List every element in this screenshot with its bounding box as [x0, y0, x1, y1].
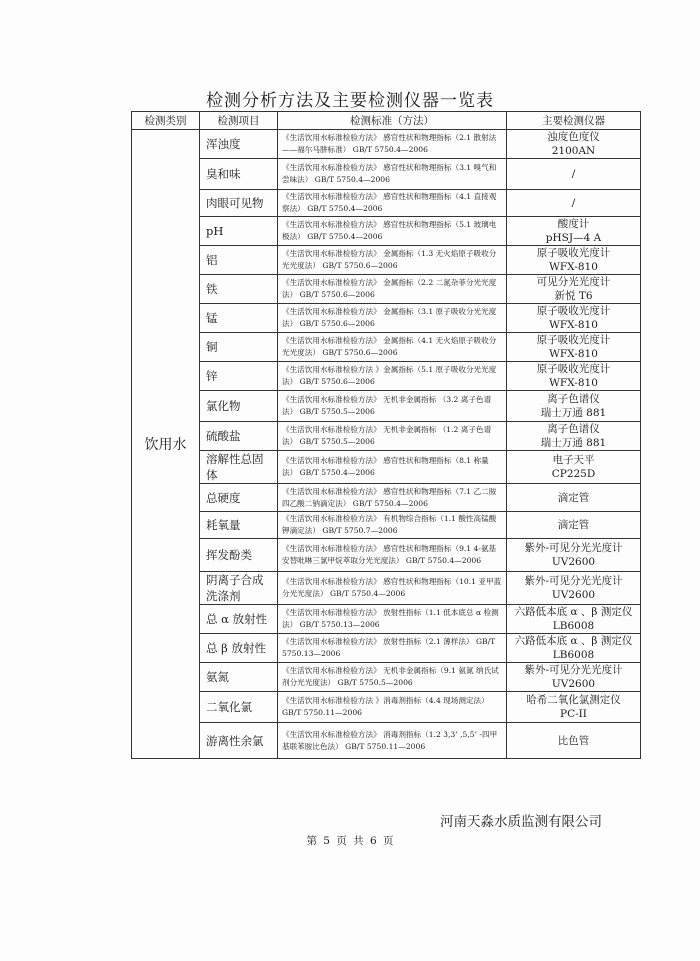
- table-row: [132, 663, 641, 692]
- instrument-cell: 比色管: [507, 723, 641, 759]
- instrument-cell: 原子吸收光度计 WFX-810: [507, 333, 641, 362]
- item-cell: 二氧化氯: [200, 692, 278, 723]
- item-cell: 肉眼可见物: [200, 190, 278, 217]
- item-cell: 总硬度: [200, 484, 278, 512]
- table-row: [132, 391, 641, 422]
- standard-cell: 《生活饮用水标准检验方法》 金属指标（1.3 无火焰原子吸收分光光度法） GB/T 5750.6—2006: [278, 246, 507, 275]
- item-cell: 铁: [200, 275, 278, 304]
- instrument-cell: 六路低本底 α 、β 测定仪 LB6008: [507, 605, 641, 634]
- table-row: [132, 572, 641, 605]
- standard-cell: 《生活饮用水标准检验方法》 无机非金属指标 （1.2 离子色谱法） GB/T 5750.5—2006: [278, 422, 507, 451]
- instrument-cell: 浊度色度仪 2100AN: [507, 130, 641, 159]
- table-row: [132, 484, 641, 512]
- item-cell: 总 α 放射性: [200, 605, 278, 634]
- instrument-cell: 紫外-可见分光光度计 UV2600: [507, 663, 641, 692]
- table-row: [132, 512, 641, 539]
- item-cell: 锌: [200, 362, 278, 391]
- header-item: 检测项目: [200, 112, 278, 130]
- page-footer: 第 5 页 共 6 页: [306, 835, 394, 847]
- table-row: [132, 634, 641, 663]
- item-cell: 铝: [200, 246, 278, 275]
- instrument-cell: 可见分光光度计 新悦 T6: [507, 275, 641, 304]
- table-row: [132, 217, 641, 246]
- instrument-cell: 原子吸收光度计 WFX-810: [507, 304, 641, 333]
- instrument-cell: 酸度计 pHSJ—4 A: [507, 217, 641, 246]
- table-row: [132, 130, 641, 159]
- instrument-cell: 紫外-可见分光光度计 UV2600: [507, 539, 641, 572]
- table-row: [132, 333, 641, 362]
- table-row: [132, 723, 641, 759]
- standard-cell: 《生活饮用水标准检验方法》 感官性状和物理指标（9.1 4-氨基安替吡啉三氯甲烷萃取分光光度法） GB/T 5750.4—2006: [278, 539, 507, 572]
- table-row: [132, 246, 641, 275]
- table-row: [132, 275, 641, 304]
- table-title: 检测分析方法及主要检测仪器一览表: [206, 91, 494, 111]
- item-cell: 硫酸盐: [200, 422, 278, 451]
- item-cell: 溶解性总固体: [200, 451, 278, 484]
- instrument-cell: 紫外-可见分光光度计 UV2600: [507, 572, 641, 605]
- standard-cell: 《生活饮用水标准检验方法》 金属指标（2.2 二氮杂菲分光光度法） GB/T 5750.6—2006: [278, 275, 507, 304]
- standard-cell: 《生活饮用水标准检验方法》 感官性状和物理指标（4.1 直接观察法） GB/T 5750.4—2006: [278, 190, 507, 217]
- standard-cell: 《生活饮用水标准检验方法》 金属指标（4.1 无火焰原子吸收分光光度法） GB/T 5750.6—2006: [278, 333, 507, 362]
- table-body: [132, 130, 641, 759]
- item-cell: 耗氧量: [200, 512, 278, 539]
- table-row: [132, 422, 641, 451]
- standard-cell: 《生活饮用水标准检验方法》 无机非金属指标（9.1 氨氮 纳氏试剂分光光度法） GB/T 5750.5—2006: [278, 663, 507, 692]
- table-row: [132, 304, 641, 333]
- standard-cell: 《生活饮用水标准检验方法》 放射性指标（2.1 薄样法） GB/T 5750.13—2006: [278, 634, 507, 663]
- table-row: [132, 539, 641, 572]
- table-row: [132, 605, 641, 634]
- header-row: [132, 112, 641, 130]
- item-cell: 锰: [200, 304, 278, 333]
- table-row: [132, 451, 641, 484]
- instrument-cell: 离子色谱仪 瑞士万通 881: [507, 422, 641, 451]
- item-cell: 总 β 放射性: [200, 634, 278, 663]
- standard-cell: 《生活饮用水标准检验方法 》金属指标（5.1 原子吸收分光光度法） GB/T 5750.6—2006: [278, 362, 507, 391]
- header-instrument: 主要检测仪器: [507, 112, 641, 130]
- standard-cell: 《生活饮用水标准检验方法》 感官性状和物理指标（5.1 玻璃电极法） GB/T 5750.4—2006: [278, 217, 507, 246]
- item-cell: 阴离子合成洗涤剂: [200, 572, 278, 605]
- item-cell: 铜: [200, 333, 278, 362]
- standard-cell: 《生活饮用水标准检验方法》 消毒剂指标（1.2 3,3’ ,5,5’ -四甲基联苯胺比色法） GB/T 5750.11—2006: [278, 723, 507, 759]
- standard-cell: 《生活饮用水标准检验方法》 金属指标（3.1 原子吸收分光光度法） GB/T 5750.6—2006: [278, 304, 507, 333]
- standard-cell: 《生活饮用水标准检验方法》 感官性状和物理指标（8.1 称量法） GB/T 5750.4—2006: [278, 451, 507, 484]
- instrument-cell: 原子吸收光度计 WFX-810: [507, 246, 641, 275]
- item-cell: 挥发酚类: [200, 539, 278, 572]
- instrument-cell: 滴定管: [507, 512, 641, 539]
- standard-cell: 《生活饮用水标准检验方法 》消毒剂指标（4.4 现场测定法） GB/T 5750.11—2006: [278, 692, 507, 723]
- instrument-cell: 哈希二氧化氯测定仪 PC-II: [507, 692, 641, 723]
- instrument-cell: /: [507, 159, 641, 190]
- table-row: [132, 692, 641, 723]
- item-cell: 游离性余氯: [200, 723, 278, 759]
- standard-cell: 《生活饮用水标准检验方法》 感官性状和物理指标（10.1 亚甲蓝分光光度法） GB/T 5750.4—2006: [278, 572, 507, 605]
- table-row: [132, 362, 641, 391]
- table-row: [132, 159, 641, 190]
- instrument-cell: 原子吸收光度计 WFX-810: [507, 362, 641, 391]
- item-cell: 浑浊度: [200, 130, 278, 159]
- header-standard: 检测标准（方法）: [278, 112, 507, 130]
- instrument-cell: 六路低本底 α 、β 测定仪 LB6008: [507, 634, 641, 663]
- item-cell: 臭和味: [200, 159, 278, 190]
- header-category: 检测类别: [132, 112, 200, 130]
- standard-cell: 《生活饮用水标准检验方法》 感官性状和物理指标（7.1 乙二胺四乙酸二钠滴定法） GB/T 5750.4—2006: [278, 484, 507, 512]
- standard-cell: 《生活饮用水标准检验方法》 放射性指标（1.1 低本底总 α 检测法） GB/T 5750.13—2006: [278, 605, 507, 634]
- instrument-cell: 离子色谱仪 瑞士万通 881: [507, 391, 641, 422]
- table-row: [132, 190, 641, 217]
- standard-cell: 《生活饮用水标准检验方法》 感官性状和物理指标（2.1 散射法——福尔马肼标准） GB/T 5750.4—2006: [278, 130, 507, 159]
- standard-cell: 《生活饮用水标准检验方法》 有机物综合指标（1.1 酸性高锰酸钾滴定法） GB/T 5750.7—2006: [278, 512, 507, 539]
- instrument-cell: 滴定管: [507, 484, 641, 512]
- company-name: 河南天淼水质监测有限公司: [440, 814, 602, 830]
- category-cell: 饮用水: [132, 130, 200, 759]
- instrument-cell: /: [507, 190, 641, 217]
- standard-cell: 《生活饮用水标准检验方法》 无机非金属指标 （3.2 离子色谱法） GB/T 5750.5—2006: [278, 391, 507, 422]
- item-cell: 氯化物: [200, 391, 278, 422]
- instrument-cell: 电子天平 CP225D: [507, 451, 641, 484]
- standard-cell: 《生活饮用水标准检验方法》 感官性状和物理指标（3.1 嗅气和尝味法） GB/T 5750.4—2006: [278, 159, 507, 190]
- methods-table: [131, 111, 641, 759]
- item-cell: 氨氮: [200, 663, 278, 692]
- item-cell: pH: [200, 217, 278, 246]
